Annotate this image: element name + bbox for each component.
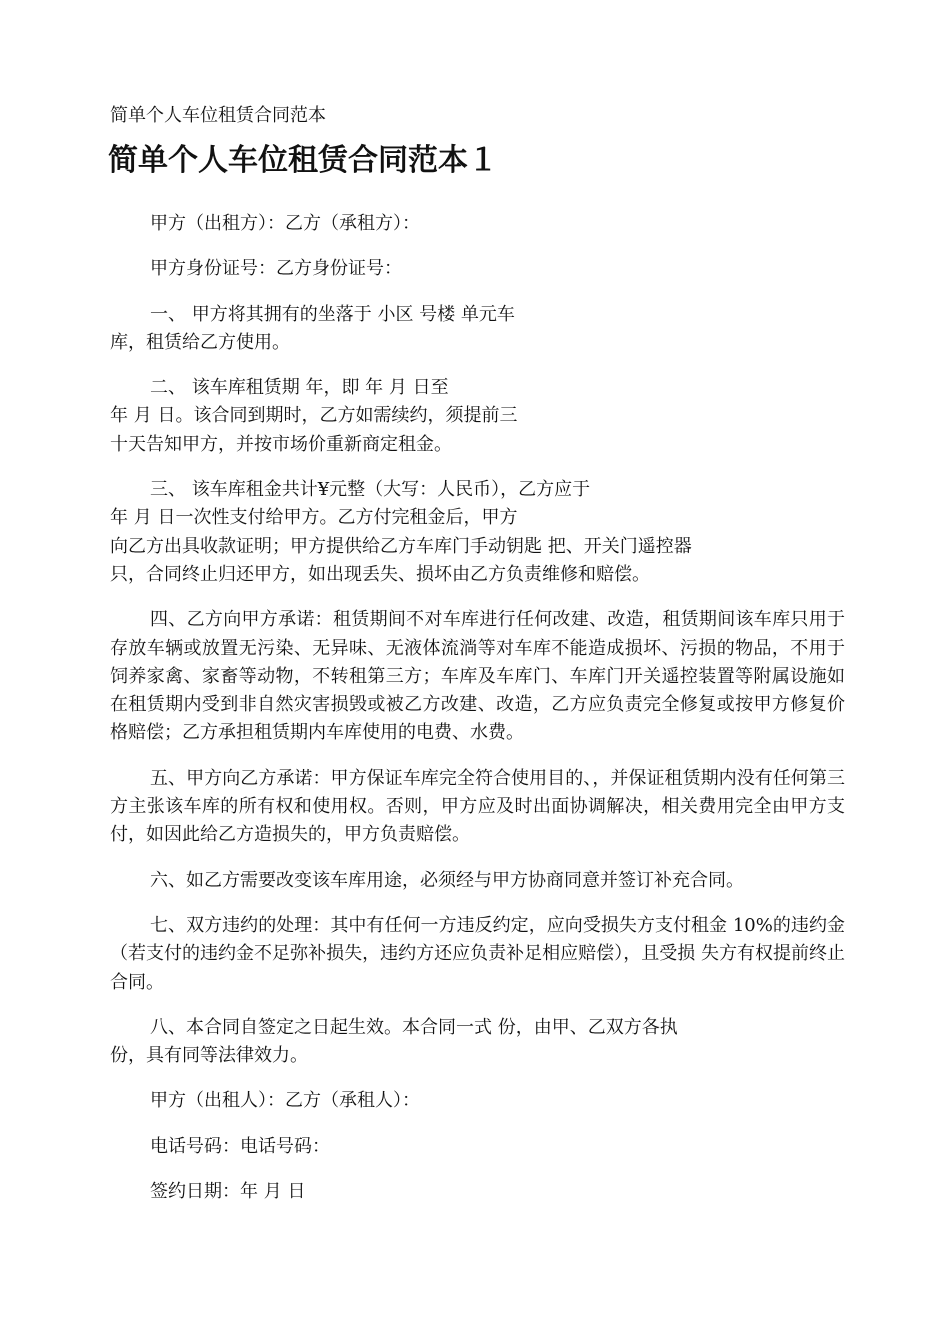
- text-line: 甲方（出租方）：乙方（承租方）：: [150, 213, 420, 234]
- text-line: 向乙方出具收款证明；甲方提供给乙方车库门手动钥匙 把、开关门遥控器: [110, 535, 692, 557]
- text-line: 二、 该车库租赁期 年，即 年 月 日至: [150, 377, 449, 399]
- clause-8: [110, 1014, 845, 1071]
- signature-parties-line: [110, 1087, 845, 1115]
- text-line: 甲方身份证号：乙方身份证号：: [150, 258, 402, 280]
- document-title: 简单个人车位租赁合同范本１: [108, 143, 498, 178]
- text-line: 只，合同终止归还甲方，如出现丢失、损坏由乙方负责维修和赔偿。: [110, 563, 650, 585]
- id-number-line: [110, 255, 845, 283]
- text-line: 甲方（出租人）：乙方（承租人）：: [150, 1090, 420, 1112]
- party-names-line: [110, 210, 845, 238]
- clause-2: [110, 374, 845, 459]
- text-line: 年 月 日。该合同到期时，乙方如需续约，须提前三: [110, 405, 518, 427]
- clause-4: 四、乙方向甲方承诺：租赁期间不对车库进行任何改建、改造，租赁期间该车库只用于存放车辆或放置无污染、无异味、无液体流淌等对车库不能造成损坏、污损的物品，不用于饲养家禽、家畜等动物，不转租第三方；车库及车库门、车库门开关遥控装置等附属设施如在租赁期内受到非自然灾害损毁或被乙方改建、改造，乙方应负责完全修复或按甲方修复价格赔偿；乙方承担租赁期内车库使用的电费、水费。: [110, 609, 845, 744]
- text-line: 三、 该车库租金共计¥元整（大写：人民币），乙方应于: [150, 479, 591, 501]
- text-line: 年 月 日一次性支付给甲方。乙方付完租金后，甲方: [110, 507, 518, 529]
- signing-date-line: [110, 1178, 845, 1206]
- clause-6: [110, 867, 845, 895]
- clause-7: 七、双方违约的处理：其中有任何一方违反约定，应向受损失方支付租金 10%的违约金（若支付的违约金不足弥补损失，违约方还应负责补足相应赔偿），且受损 失方有权提前终止合同。: [110, 914, 845, 993]
- text-line: 份，具有同等法律效力。: [110, 1045, 308, 1067]
- text-line: 库，租赁给乙方使用。: [110, 331, 290, 353]
- text-line: 电话号码：电话号码：: [150, 1135, 330, 1157]
- running-header: 简单个人车位租赁合同范本: [110, 105, 326, 126]
- contract-body: [110, 210, 845, 1223]
- text-line: 八、本合同自签定之日起生效。本合同一式 份，由甲、乙双方各执: [150, 1016, 678, 1038]
- text-line: 六、如乙方需要改变该车库用途，必须经与甲方协商同意并签订补充合同。: [150, 869, 744, 891]
- text-line: 十天告知甲方，并按市场价重新商定租金。: [110, 433, 452, 455]
- phone-number-line: [110, 1133, 845, 1161]
- clause-5: 五、甲方向乙方承诺：甲方保证车库完全符合使用目的、，并保证租赁期内没有任何第三方主张该车库的所有权和使用权。否则，甲方应及时出面协调解决，相关费用完全由甲方支付，如因此给乙方造损失的，甲方负责赔偿。: [110, 767, 845, 846]
- clause-1: [110, 301, 845, 358]
- text-line: 签约日期：年 月 日: [150, 1181, 306, 1203]
- clause-3: [110, 476, 845, 589]
- text-line: 一、 甲方将其拥有的坐落于 小区 号楼 单元车: [150, 303, 515, 325]
